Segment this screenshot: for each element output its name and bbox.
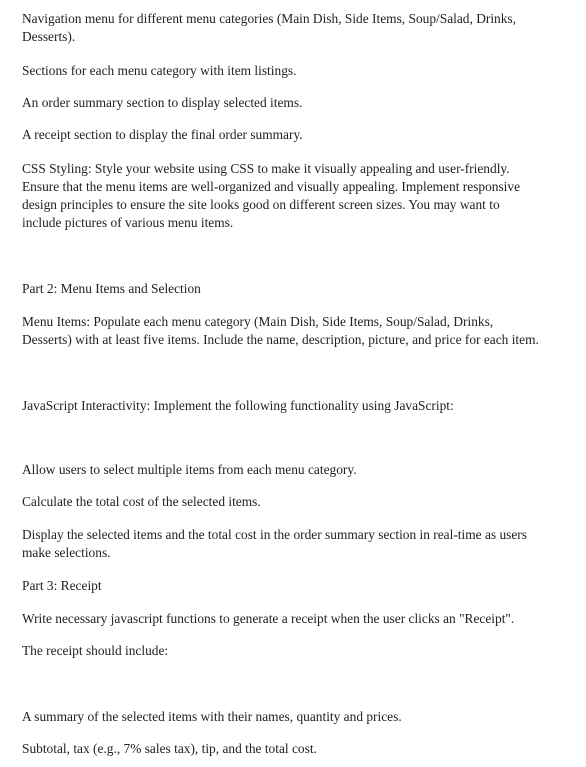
paragraph-summary-selected: [22, 708, 578, 726]
text-line: Sections for each menu category with item listings.: [22, 63, 297, 78]
paragraph-calculate-total: [22, 493, 578, 511]
text-line: CSS Styling: Style your website using CSS to make it visually appealing and user-friendly.: [22, 161, 510, 176]
paragraph-select-multiple: [22, 461, 578, 479]
text-line: Subtotal, tax (e.g., 7% sales tax), tip, and the total cost.: [22, 741, 317, 756]
paragraph-receipt-should-include: [22, 642, 578, 660]
paragraph-display-selected: [22, 526, 578, 562]
text-line: Allow users to select multiple items from each menu category.: [22, 462, 357, 477]
paragraph-sections: [22, 62, 578, 80]
text-line: Desserts) with at least five items. Include the name, description, picture, and price for each item.: [22, 332, 539, 347]
text-line: JavaScript Interactivity: Implement the following functionality using JavaScript:: [22, 398, 454, 413]
text-line: Write necessary javascript functions to generate a receipt when the user clicks an "Receipt".: [22, 611, 515, 626]
text-line: Menu Items: Populate each menu category (Main Dish, Side Items, Soup/Salad, Drinks,: [22, 314, 494, 329]
text-line: Ensure that the menu items are well-organized and visually appealing. Implement responsive: [22, 179, 521, 194]
text-line: Navigation menu for different menu categories (Main Dish, Side Items, Soup/Salad, Drinks,: [22, 11, 516, 26]
paragraph-order-summary: [22, 94, 578, 112]
text-line: Part 2: Menu Items and Selection: [22, 281, 201, 296]
paragraph-menu-items: [22, 313, 578, 349]
paragraph-write-functions: [22, 610, 578, 628]
text-line: design principles to ensure the site looks good on different screen sizes. You may want to: [22, 197, 500, 212]
text-line: A receipt section to display the final order summary.: [22, 127, 303, 142]
text-line: A summary of the selected items with their names, quantity and prices.: [22, 709, 402, 724]
text-line: make selections.: [22, 545, 111, 560]
paragraph-css-styling: [22, 160, 578, 232]
text-line: include pictures of various menu items.: [22, 215, 234, 230]
text-line: The receipt should include:: [22, 643, 169, 658]
text-line: Part 3: Receipt: [22, 578, 102, 593]
paragraph-receipt-section: [22, 126, 578, 144]
heading-part-3: [22, 577, 578, 595]
text-line: Desserts).: [22, 29, 76, 44]
text-line: Display the selected items and the total cost in the order summary section in real-time as users: [22, 527, 527, 542]
text-line: Calculate the total cost of the selected items.: [22, 494, 261, 509]
paragraph-javascript-interactivity: [22, 397, 578, 415]
paragraph-navigation-menu: [22, 10, 578, 46]
heading-part-2: [22, 280, 578, 298]
paragraph-subtotal-tax: [22, 740, 578, 758]
text-line: An order summary section to display selected items.: [22, 95, 303, 110]
